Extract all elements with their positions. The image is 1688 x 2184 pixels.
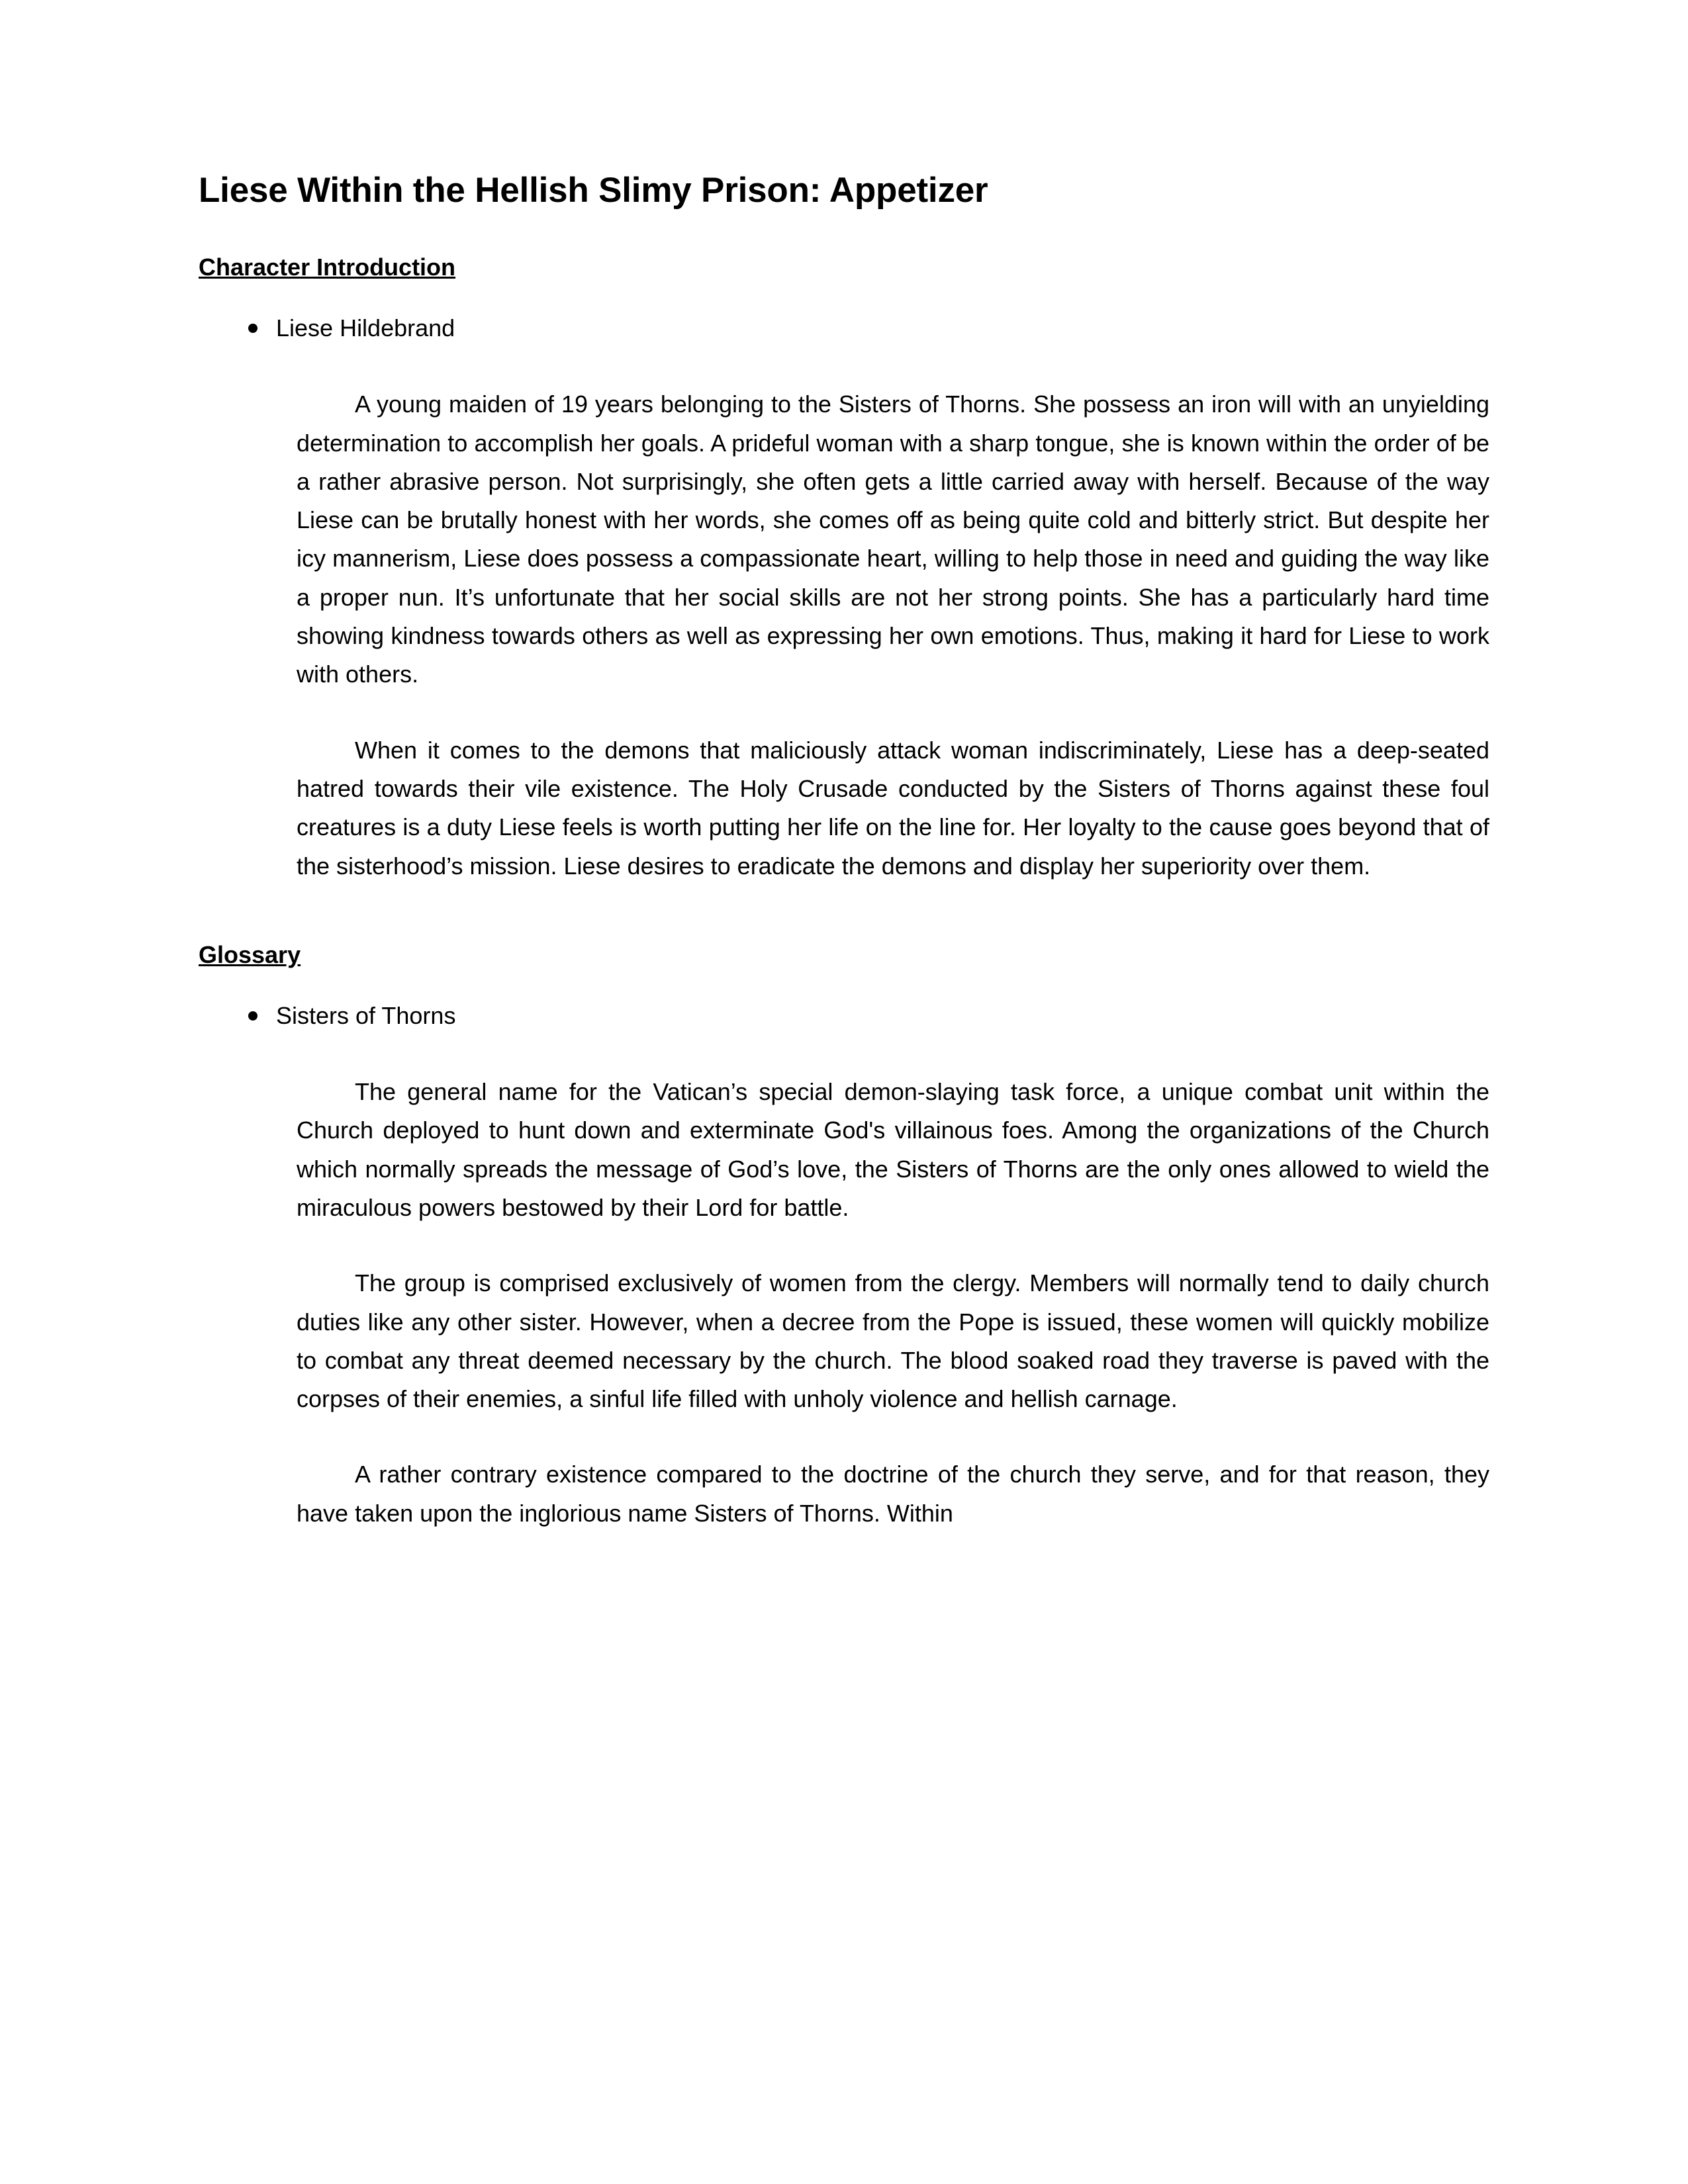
- paragraph: The group is comprised exclusively of women from the clergy. Members will normally tend to daily church duties like any other sister. However, when a decree from the Pope is issued, these women will quickly mobilize to combat any threat deemed necessary by the church. The blood soaked road they traverse is paved with the corpses of their enemies, a sinful life filled with unholy violence and hellish carnage.: [297, 1269, 1489, 1413]
- list-item-label: Liese Hildebrand: [276, 314, 455, 342]
- paragraph: A young maiden of 19 years belonging to the Sisters of Thorns. She possess an iron will with an unyielding determination to accomplish her goals. A prideful woman with a sharp tongue, she is known within the order of be a rather abrasive person. Not surprisingly, she often gets a little carried away with herself. Because of the way Liese can be brutally honest with her words, she comes off as being quite cold and bitterly strict. But despite her icy mannerism, Liese does possess a compassionate heart, willing to help those in need and guiding the way like a proper nun. It’s unfortunate that her social skills are not her strong points. She has a particularly hard time showing kindness towards others as well as expressing her own emotions. Thus, making it hard for Liese to work with others.: [297, 390, 1489, 688]
- page-title: Liese Within the Hellish Slimy Prison: Appetizer: [199, 171, 988, 210]
- paragraph: When it comes to the demons that maliciously attack woman indiscriminately, Liese has a deep-seated hatred towards their vile existence. The Holy Crusade conducted by the Sisters of Thorns against these foul creatures is a duty Liese feels is worth putting her life on the line for. Her loyalty to the cause goes beyond that of the sisterhood’s mission. Liese desires to eradicate the demons and display her superiority over them.: [297, 736, 1489, 880]
- section-heading-glossary: Glossary: [199, 940, 301, 968]
- list-item: [199, 999, 1489, 1033]
- paragraph: The general name for the Vatican’s special demon-slaying task force, a unique combat unit within the Church deployed to hunt down and exterminate God's villainous foes. Among the organizations of the Church which normally spreads the message of God’s love, the Sisters of Thorns are the only ones allowed to wield the miraculous powers bestowed by their Lord for battle.: [297, 1077, 1489, 1221]
- bullet-point-icon: [248, 324, 258, 333]
- list-item: [199, 311, 1489, 345]
- paragraph: A rather contrary existence compared to the doctrine of the church they serve, and for that reason, they have taken upon the inglorious name Sisters of Thorns. Within: [297, 1461, 1489, 1527]
- bullet-point-icon: [248, 1011, 258, 1021]
- list-item-label: Sisters of Thorns: [276, 1001, 456, 1029]
- section-heading-character-introduction: Character Introduction: [199, 253, 456, 281]
